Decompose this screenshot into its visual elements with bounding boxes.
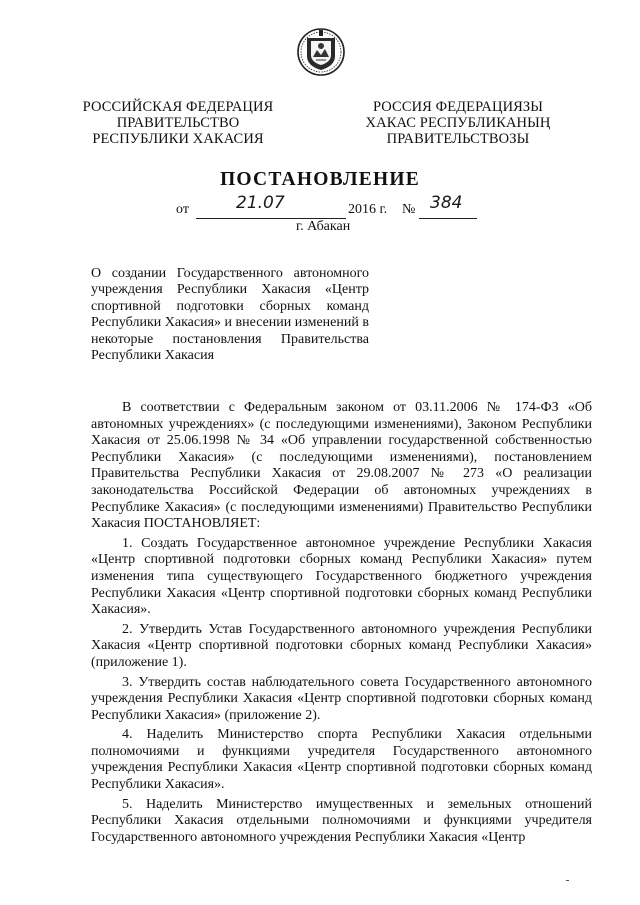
date-handwritten: 21.07 — [236, 193, 285, 213]
body-paragraph: 1. Создать Государственное автономное учреждение Республики Хакасия «Центр спортивной подготовки сборных команд Республики Хакасия» путем изменения типа существующего Государственного бюджетного учреждения Республики Хакасия «Центр спортивной подготовки сборных команд Республики Хакасия». — [91, 535, 592, 618]
scan-artifact — [566, 880, 569, 881]
document-title: ПОСТАНОВЛЕНИЕ — [220, 169, 420, 190]
header-right-line: ХАКАС РЕСПУБЛИКАНЫҢ — [365, 115, 551, 131]
header-left-line: ПРАВИТЕЛЬСТВО — [116, 115, 240, 131]
body-paragraph: В соответствии с Федеральным законом от 03.11.2006 № 174-ФЗ «Об автономных учреждениях» (с последующими изменениями), Законом Республики Хакасия от 25.06.1998 № 34 «Об управлении государственной собственностью Республики Хакасия» (с последующими изменениями), постановлением Правительства Республики Хакасия от 29.08.2007 № 273 «О реализации законодательства Российской Федерации об автономных учреждениях в Республике Хакасия» (с последующими изменениями) Правительство Республики Хакасия ПОСТАНОВЛЯЕТ: — [91, 400, 592, 532]
date-line — [176, 193, 496, 221]
number-handwritten: 384 — [430, 193, 463, 213]
date-from-label: от — [176, 202, 189, 217]
city-label: г. Абакан — [296, 219, 351, 234]
coat-of-arms-icon — [296, 26, 346, 78]
header-right — [338, 99, 578, 147]
body-paragraph: 5. Наделить Министерство имущественных и земельных отношений Республики Хакасия отдельными полномочиями и функциями учредителя Государственного автономного учреждения Республики Хакасия «Центр — [91, 796, 592, 845]
body-paragraph: 3. Утвердить состав наблюдательного совета Государственного автономного учреждения Республики Хакасия «Центр спортивной подготовки сборных команд Республики Хакасия» (приложение 2). — [91, 674, 592, 723]
header-right-line: ПРАВИТЕЛЬСТВОЗЫ — [386, 131, 530, 147]
resolution-body — [91, 400, 592, 849]
number-label: № — [402, 202, 416, 217]
header-right-line: РОССИЯ ФЕДЕРАЦИЯЗЫ — [372, 99, 544, 115]
number-underline — [419, 218, 477, 219]
body-paragraph: 2. Утвердить Устав Государственного автономного учреждения Республики Хакасия «Центр спортивной подготовки сборных команд Республики Хакасия» (приложение 1). — [91, 621, 592, 670]
header-left-line: РОССИЙСКАЯ ФЕДЕРАЦИЯ — [82, 99, 274, 115]
resolution-subject: О создании Государственного автономного учреждения Республики Хакасия «Центр спортивной подготовки сборных команд Республики Хакасия» и внесении изменений в некоторые постановления Правительства Республики Хакасия — [91, 266, 369, 364]
body-paragraph: 4. Наделить Министерство спорта Республики Хакасия отдельными полномочиями и функциями учредителя Государственного автономного учреждения Республики Хакасия «Центр спортивной подготовки сборных команд Республики Хакасия». — [91, 727, 592, 793]
year-label: 2016 г. — [348, 202, 388, 217]
header-left — [58, 99, 298, 147]
header-left-line: РЕСПУБЛИКИ ХАКАСИЯ — [92, 131, 264, 147]
